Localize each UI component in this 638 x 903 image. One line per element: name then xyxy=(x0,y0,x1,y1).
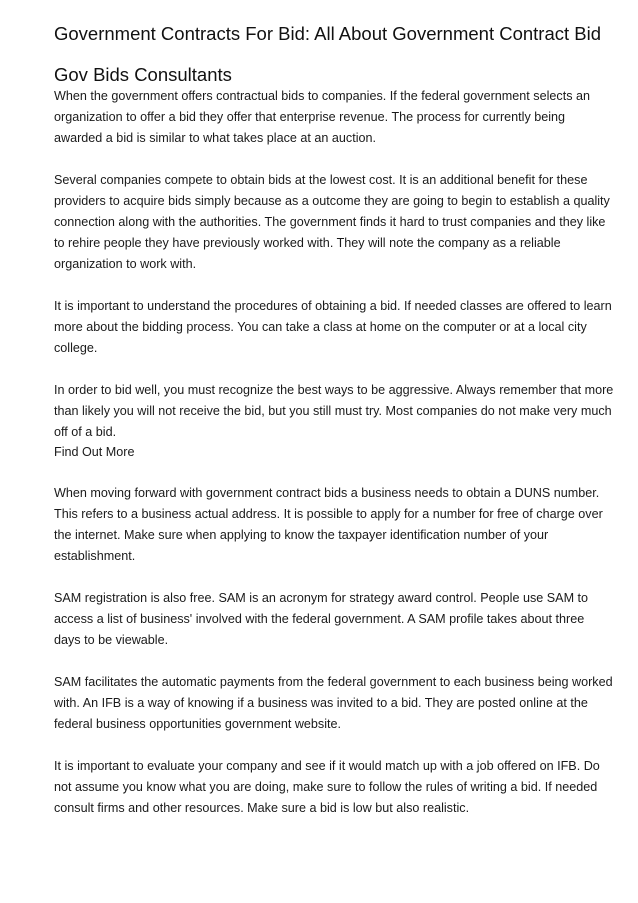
paragraph-procedures: It is important to understand the procedures of obtaining a bid. If needed classes are offered to learn more about the bidding process. You can take a class at home on the computer or at a local city college. xyxy=(54,299,612,355)
paragraph-competition: Several companies compete to obtain bids at the lowest cost. It is an additional benefit for these providers to acquire bids simply because as a outcome they are going to begin to establish a quality connection along with the authorities. The government finds it hard to trust companies and they like to rehire people they have previously worked with. They will note the company as a reliable organization to work with. xyxy=(54,173,610,271)
paragraph-sam-registration: SAM registration is also free. SAM is an acronym for strategy award control. People use SAM to access a list of business' involved with the federal government. A SAM profile takes about three days to be viewable. xyxy=(54,591,589,647)
paragraph-evaluate: It is important to evaluate your company and see if it would match up with a job offered on IFB. Do not assume you know what you are doing, make sure to follow the rules of writing a bid. If needed consult firms and other resources. Make sure a bid is low but also realistic. xyxy=(54,759,600,815)
document-subtitle: Gov Bids Consultants xyxy=(54,64,232,85)
find-out-more-link[interactable]: Find Out More xyxy=(54,445,135,459)
paragraph-aggressive: In order to bid well, you must recognize the best ways to be aggressive. Always remember that more than likely you will not receive the bid, but you still must try. Most companies do not make very much off of a bid. xyxy=(54,383,614,439)
document-title: Government Contracts For Bid: All About Government Contract Bid xyxy=(54,23,602,44)
document-page xyxy=(54,24,614,819)
paragraph-duns: When moving forward with government contract bids a business needs to obtain a DUNS number. This refers to a business actual address. It is possible to apply for a number for free of charge over the internet. Make sure when applying to know the taxpayer identification number of your establishment. xyxy=(54,486,603,563)
paragraph-intro: When the government offers contractual bids to companies. If the federal government selects an organization to offer a bid they offer that enterprise revenue. The process for currently being awarded a bid is similar to what takes place at an auction. xyxy=(54,89,590,145)
paragraph-sam-payments: SAM facilitates the automatic payments from the federal government to each business being worked with. An IFB is a way of knowing if a business was invited to a bid. They are posted online at the federal business opportunities government website. xyxy=(54,675,613,731)
